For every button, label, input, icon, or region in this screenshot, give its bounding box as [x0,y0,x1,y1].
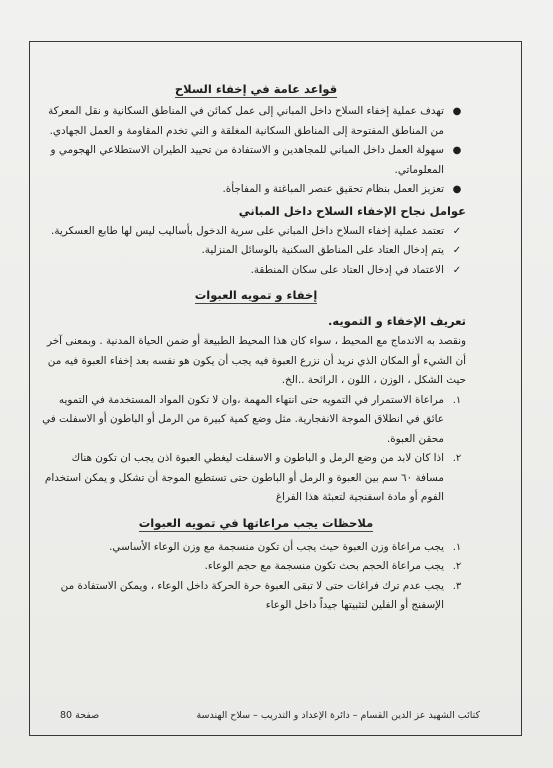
list-item: ١. يجب مراعاة وزن العبوة حيث يجب أن تكون منسجمة مع وزن الوعاء الأساسي. [40,538,472,558]
list-item: ١. مراعاة الاستمرار في التمويه حتى انتهاء المهمة ،وان لا تكون المواد المستخدمة في التمويه عائق في انطلاق الموجة الانفجارية. مثل وضع كمية كبيرة من الرمل أو الباطون أو الاسفلت في محقن العبوة. [40,391,472,450]
page-footer [60,710,480,721]
heading-definition: تعريف الإخفاء و التمويه. [328,314,466,328]
list-item: ● سهولة العمل داخل المباني للمجاهدين و الاستفادة من تحييد الطيران الاستطلاعي الهجومي و المعلوماتي. [40,141,472,180]
list-number: ٢. [452,561,462,572]
bullet-icon: ● [452,145,462,156]
checkmark-icon: ✓ [452,245,462,256]
heading-success-factors: عوامل نجاح الإخفاء السلاح داخل المباني [238,203,466,218]
bullet-icon: ● [452,184,462,195]
heading-camouflage: إخفاء و تمويه العبوات [194,288,318,302]
list-item: ٢. يجب مراعاة الحجم بحث تكون منسجمة مع حجم الوعاء. [40,557,472,577]
page-number: صفحة 80 [60,710,100,721]
list-item: ✓ تعتمد عملية إخفاء السلاح داخل المباني على سرية الدخول بأساليب ليس لها طابع العسكرية. [40,222,472,242]
definition-paragraph: ونقصد به الاندماج مع المحيط ، سواء كان هذا المحيط الطبيعة أو ضمن الحياة المدنية . وبمعنى آخر أن الشيء أو المكان الذي نريد أن نزرع العبوة فيه يجب أن يكون هو نفسه بعد إخفاء العبوة فيه من حيث الشكل ، الوزن ، اللون ، الرائحة ..الخ. [47,335,466,386]
list-item: ✓ يتم إدخال العتاد على المناطق السكنية بالوسائل المنزلية. [40,241,472,261]
checkmark-icon: ✓ [452,225,462,237]
page-content [40,78,472,616]
list-number: ١. [452,394,462,406]
check-list-success-factors [40,222,472,281]
list-item: ● تهدف عملية إخفاء السلاح داخل المباني إلى عمل كمائن في المناطق السكانية و نقل المعركة من المناطق المفتوحة إلى المناطق السكانية المغلقة و التي تخدم المقاومة و العمل الجهادي. [40,102,472,141]
numbered-list-camouflage [40,391,472,508]
heading-general-rules: قواعد عامة في إخفاء السلاح [174,82,338,96]
list-number: ١. [452,541,462,553]
list-number: ٣. [452,580,462,592]
footer-source: كتائب الشهيد عز الدين القسام – دائرة الإعداد و التدريب – سلاح الهندسة [196,710,480,721]
bullet-icon: ● [452,106,462,117]
heading-notes: ملاحظات يجب مراعاتها في تمويه العبوات [138,515,374,530]
list-item: ✓ الاعتماد في إدخال العتاد على سكان المنطقة. [40,261,472,281]
list-number: ٢. [452,453,462,464]
list-item: ٣. يجب عدم ترك فراغات حتى لا تبقى العبوة حرة الحركة داخل الوعاء ، ويمكن الاستفادة من الإسفنج أو الفلين لتثبيتها جيداً داخل الوعاء [40,577,472,616]
checkmark-icon: ✓ [452,264,462,276]
bullet-list-general-rules [40,102,472,200]
list-item: ٢. اذا كان لابد من وضع الرمل و الباطون و الاسفلت ليغطي العبوة اذن يجب ان تكون هناك مسافة ٦٠ سم بين العبوة و الرمل أو الباطون حتى تستطيع الموجة أن تشكل و يمكن استخدام الفوم أو مادة اسفنجية لتعبئة هذا الفراغ [40,449,472,508]
list-item: ● تعزيز العمل بنظام تحقيق عنصر المباغتة و المفاجأة. [40,180,472,200]
numbered-list-notes [40,538,472,616]
